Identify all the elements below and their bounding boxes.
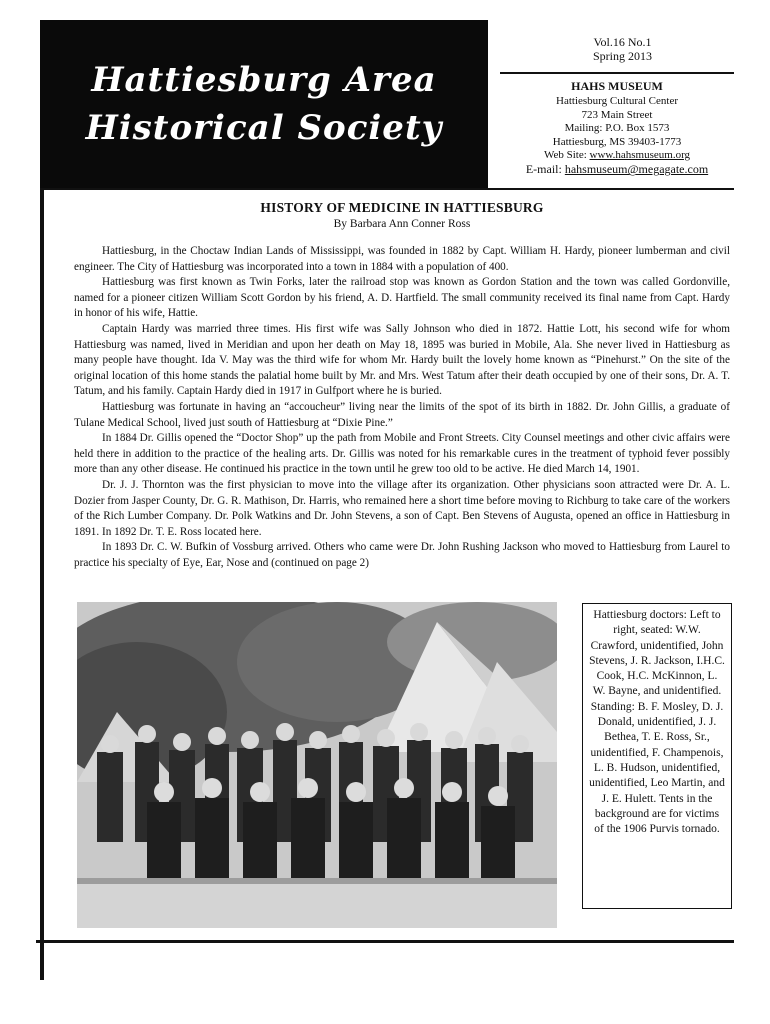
museum-website-row xyxy=(500,149,734,162)
issue-volume: Vol.16 No.1 xyxy=(593,35,652,49)
masthead-title-line2: Historical Society xyxy=(85,108,443,148)
article-paragraph: Captain Hardy was married three times. His first wife was Sally Johnson who died in 1872. Hattie Lott, his second wife for whom Hattiesburg was named, lived in Meridian and upon her death on May 18, 1895 was buried in Mobile, Ala. She never lived in Hattiesburg as many people have thought. Ida V. May was the third wife for whom Mr. Hardy built the lovely home known as “Pinehurst.” On the site of the original location of this home stands the palatial home built by Mr. and Mrs. West Tatum after their death occupied by one of their sons, Dr. A. T. Tatum, and his family. Captain Hardy died in 1917 in Gulfport where he is buried. xyxy=(74,322,730,398)
article-paragraph: In 1884 Dr. Gillis opened the “Doctor Shop” up the path from Mobile and Front Streets. City Counsel meetings and other civic affairs were held there in addition to the practice of the healing arts. Dr. Gillis was noted for his remarkable cures in the treatment of typhoid fever possibly more than any other disease. He continued his practice in the town until he grew too old to be active. He died March 14, 1901. xyxy=(74,432,730,476)
issue-divider xyxy=(500,72,734,74)
photo-illustration xyxy=(77,602,557,928)
article-paragraph: Hattiesburg, in the Choctaw Indian Lands of Mississippi, was founded in 1882 by Capt. William H. Hardy, pioneer lumberman and civil engineer. The City of Hattiesburg was incorporated into a town in 1884 with a population of 400. xyxy=(74,245,730,273)
article-paragraph: Hattiesburg was first known as Twin Forks, later the railroad stop was known as Gordon Station and the town was called Gordonville, named for a pioneer citizen William Scott Gordon by his friend, A. D. Hartfield. The small community received its final name from Capt. Hardy in honor of his wife, Hattie. xyxy=(74,276,730,320)
museum-heading: HAHS MUSEUM xyxy=(571,79,663,93)
article-paragraph: Hattiesburg was fortunate in having an “accoucheur” living near the limits of the spot of its birth in 1882. Dr. John Gillis, a graduate of Tulane Medical School, lived just south of Hattiesburg at “Dixie Pine.” xyxy=(74,400,730,429)
masthead-title-line1: Hattiesburg Area xyxy=(91,60,437,100)
photo-caption: Hattiesburg doctors: Left to right, seated: W.W. Crawford, unidentified, John Stevens, J. R. Jackson, I.H.C. Cook, H.C. McKinnon, L. W. Bayne, and unidentified. Standing: B. F. Mosley, D. J. Donald, unidentified, J. J. Bethea, T. E. Ross, Sr., unidentified, F. Champenois, L. B. Hudson, unidentified, unidentified, Leo Martin, and J. E. Hulett. Tents in the background are for victims of the 1906 Purvis tornado. xyxy=(582,603,732,909)
museum-contact xyxy=(500,80,734,177)
header-divider xyxy=(40,188,734,190)
masthead-banner xyxy=(40,20,488,188)
museum-line: Hattiesburg Cultural Center xyxy=(556,95,678,108)
article-byline: By Barbara Ann Conner Ross xyxy=(333,218,471,230)
website-link[interactable]: www.hahsmuseum.org xyxy=(589,149,691,162)
doctors-group-photo xyxy=(77,602,557,928)
bottom-divider xyxy=(36,940,734,943)
article-title: HISTORY OF MEDICINE IN HATTIESBURG xyxy=(260,200,544,215)
museum-email-row xyxy=(500,163,734,176)
email-link[interactable]: hahsmuseum@megagate.com xyxy=(564,162,709,177)
museum-line: Mailing: P.O. Box 1573 xyxy=(564,122,670,135)
issue-season: Spring 2013 xyxy=(592,49,652,63)
email-label: E-mail: xyxy=(525,162,565,177)
issue-info xyxy=(520,35,725,63)
website-label: Web Site: xyxy=(543,149,590,162)
museum-line: 723 Main Street xyxy=(581,108,653,121)
museum-line: Hattiesburg, MS 39403-1773 xyxy=(552,135,682,148)
article-body xyxy=(74,244,730,571)
article-paragraph: In 1893 Dr. C. W. Bufkin of Vossburg arrived. Others who came were Dr. John Rushing Jackson who moved to Hattiesburg from Laurel to practice his specialty of Eye, Ear, Nose and (continued on page 2) xyxy=(74,541,730,569)
article-paragraph: Dr. J. J. Thornton was the first physician to move into the village after its organization. Other physicians soon attracted were Dr. A. L. Dozier from Jasper County, Dr. G. R. Mathison, Dr. Harris, who remained here a short time before moving to Richburg to take care of the workers of the Rich Lumber Company. Dr. Polk Watkins and Dr. John Stevens, a son of Capt. Ben Stevens of Augusta, opened an office in Hattiesburg in 1891. In 1892 Dr. T. E. Ross located here. xyxy=(74,478,730,538)
